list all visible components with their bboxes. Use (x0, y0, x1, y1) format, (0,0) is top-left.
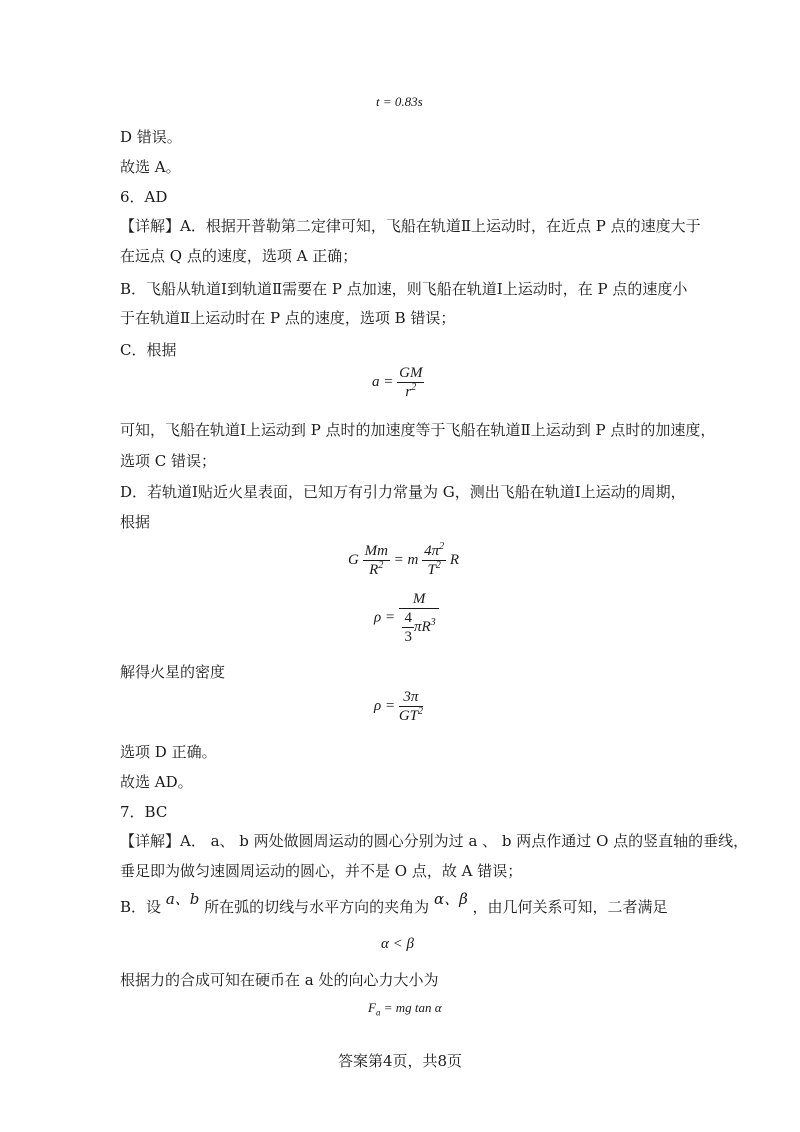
text-line: 垂足即为做匀速圆周运动的圆心，并不是 O 点，故 A 错误； (120, 862, 523, 880)
question-number: 6．AD (120, 188, 168, 206)
equation-density-result: ρ = $\frac{3\pi}{GT^2}$ (374, 689, 424, 724)
text-line: 于在轨道Ⅱ上运动时在 P 点的速度，选项 B 错误； (120, 309, 456, 327)
equation-density-definition: ρ = M $\frac{4}{3}$ $\pi R^3$ (374, 590, 439, 646)
equation-time: t = 0.83s (376, 94, 423, 109)
text-line: 选项 D 正确。 (120, 743, 217, 761)
equation-centripetal-force: $F_a$ = mg tan α (368, 1000, 442, 1018)
text-line: 在远点 Q 点的速度，选项 A 正确； (120, 247, 358, 265)
text-line: 可知，飞船在轨道Ⅰ上运动到 P 点时的加速度等于飞船在轨道Ⅱ上运动到 P 点时的加速度， (120, 421, 716, 439)
equation-gravitation: G $\frac{Mm}{R^2}$ = m $\frac{4\pi^2}{T^2}$ R (348, 541, 460, 578)
text-line: 选项 C 错误； (120, 452, 217, 470)
text-line: 根据力的合成可知在硬币在 a 处的向心力大小为 (120, 971, 439, 989)
text-line: 解得火星的密度 (120, 663, 226, 681)
text-line: 根据 (120, 513, 151, 531)
text-line: D．若轨道Ⅰ贴近火星表面，已知万有引力常量为 G，测出飞船在轨道Ⅰ上运动的周期， (120, 483, 686, 501)
text-line: B．设 a、b 所在弧的切线与水平方向的夹角为 α、β ，由几何关系可知，二者满足 (120, 890, 668, 916)
text-line: 故选 AD。 (120, 773, 193, 791)
text-line: D 错误。 (120, 128, 182, 146)
equation-acceleration: a = $\frac{GM}{r^2}$ (372, 365, 423, 400)
text-line: 【详解】A． a、 b 两处做圆周运动的圆心分别为过 a 、 b 两点作通过 O 点的竖直轴的垂线， (120, 832, 749, 850)
question-number: 7．BC (120, 803, 168, 821)
text-line: C．根据 (120, 341, 177, 359)
text-line: 【详解】A．根据开普勒第二定律可知，飞船在轨道Ⅱ上运动时，在近点 P 点的速度大于 (120, 217, 701, 235)
equation-inequality: α < β (381, 936, 414, 952)
text-line: B．飞船从轨道Ⅰ到轨道Ⅱ需要在 P 点加速，则飞船在轨道Ⅰ上运动时，在 P 点的速度小 (120, 280, 688, 298)
page-footer: 答案第4页，共8页 (337, 1052, 463, 1070)
text-line: 故选 A。 (120, 158, 181, 176)
